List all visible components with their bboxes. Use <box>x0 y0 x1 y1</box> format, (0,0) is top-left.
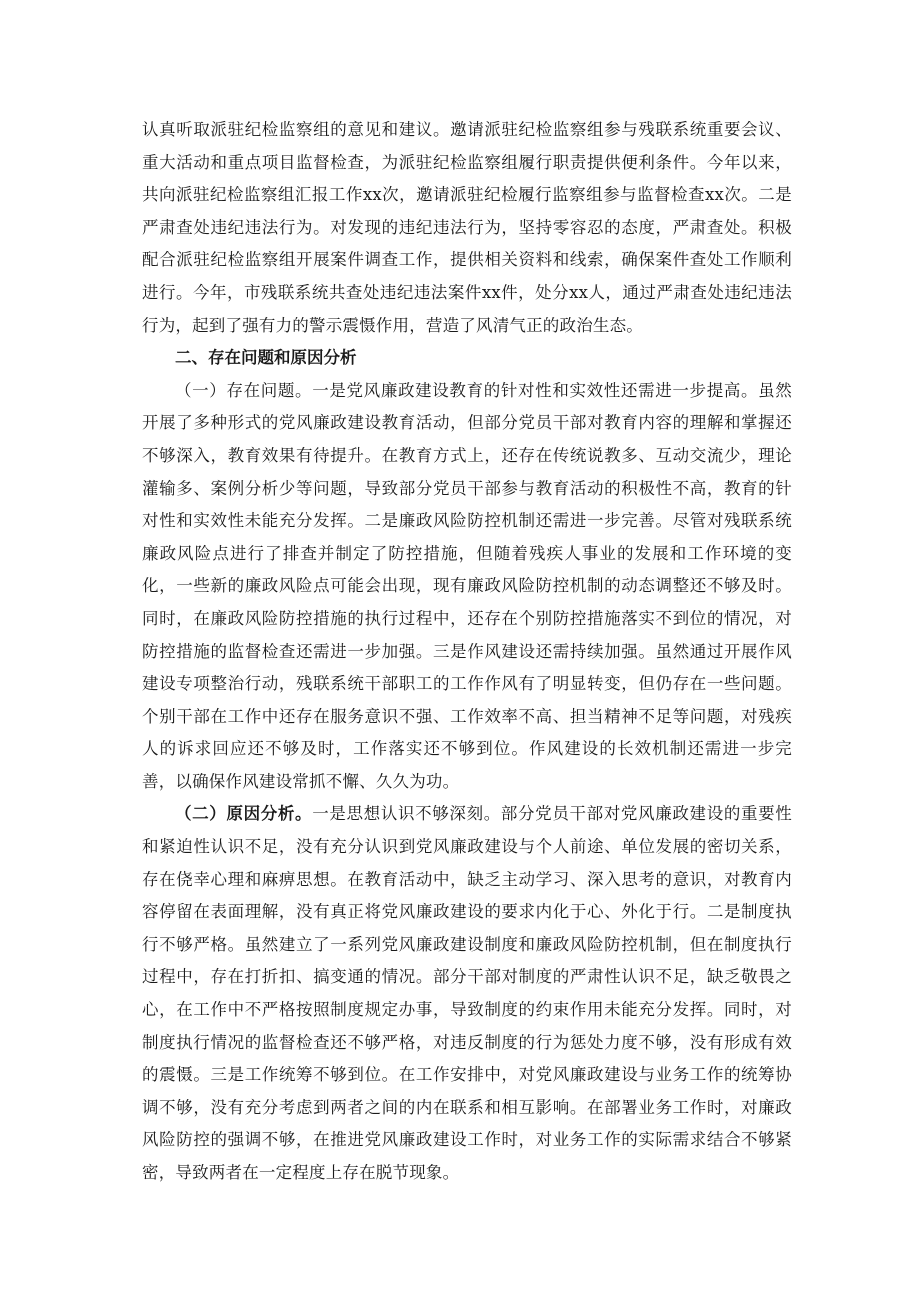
paragraph-problems: （一）存在问题。一是党风廉政建设教育的针对性和实效性还需进一步提高。虽然开展了多种形式的党风廉政建设教育活动，但部分党员干部对教育内容的理解和掌握还不够深入，教育效果有待提升。在教育方式上，还存在传统说教多、互动交流少，理论灌输多、案例分析少等问题，导致部分党员干部参与教育活动的积极性不高，教育的针对性和实效性未能充分发挥。二是廉政风险防控机制还需进一步完善。尽管对残联系统廉政风险点进行了排查并制定了防控措施，但随着残疾人事业的发展和工作环境的变化，一些新的廉政风险点可能会出现，现有廉政风险防控机制的动态调整还不够及时。同时，在廉政风险防控措施的执行过程中，还存在个别防控措施落实不到位的情况，对防控措施的监督检查还需进一步加强。三是作风建设还需持续加强。虽然通过开展作风建设专项整治行动，残联系统干部职工的工作作风有了明显转变，但仍存在一些问题。个别干部在工作中还存在服务意识不强、工作效率不高、担当精神不足等问题，对残疾人的诉求回应还不够及时，工作落实还不够到位。作风建设的长效机制还需进一步完善，以确保作风建设常抓不懈、久久为功。 <box>142 380 792 791</box>
paragraph-causes-body: 一是思想认识不够深刻。部分党员干部对党风廉政建设的重要性和紧迫性认识不足，没有充分认识到党风廉政建设与个人前途、单位发展的密切关系，存在侥幸心理和麻痹思想。在教育活动中，缺乏主动学习、深入思考的意识，对教育内容停留在表面理解，没有真正将党风廉政建设的要求内化于心、外化于行。二是制度执行不够严格。虽然建立了一系列党风廉政建设制度和廉政风险防控机制，但在制度执行过程中，存在打折扣、搞变通的情况。部分干部对制度的严肃性认识不足，缺乏敬畏之心，在工作中不严格按照制度规定办事，导致制度的约束作用未能充分发挥。同时，对制度执行情况的监督检查还不够严格，对违反制度的行为惩处力度不够，没有形成有效的震慑。三是工作统筹不够到位。在工作安排中，对党风廉政建设与业务工作的统筹协调不够，没有充分考虑到两者之间的内在联系和相互影响。在部署业务工作时，对廉政风险防控的强调不够，在推进党风廉政建设工作时，对业务工作的实际需求结合不够紧密，导致两者在一定程度上存在脱节现象。 <box>142 804 792 1182</box>
paragraph-supervision: 认真听取派驻纪检监察组的意见和建议。邀请派驻纪检监察组参与残联系统重要会议、重大活动和重点项目监督检查，为派驻纪检监察组履行职责提供便利条件。今年以来，共向派驻纪检监察组汇报工作xx次，邀请派驻纪检履行监察组参与监督检查xx次。二是严肃查处违纪违法行为。对发现的违纪违法行为，坚持零容忍的态度，严肃查处。积极配合派驻纪检监察组开展案件调查工作，提供相关资料和线索，确保案件查处工作顺利进行。今年，市残联系统共查处违纪违法案件xx件，处分xx人，通过严肃查处违纪违法行为，起到了强有力的警示震慑作用，营造了风清气正的政治生态。 <box>142 120 792 335</box>
paragraph-causes-lead: （二）原因分析。 <box>175 804 313 824</box>
section-heading-problems: 二、存在问题和原因分析 <box>175 348 357 368</box>
paragraph-causes <box>142 798 792 1189</box>
